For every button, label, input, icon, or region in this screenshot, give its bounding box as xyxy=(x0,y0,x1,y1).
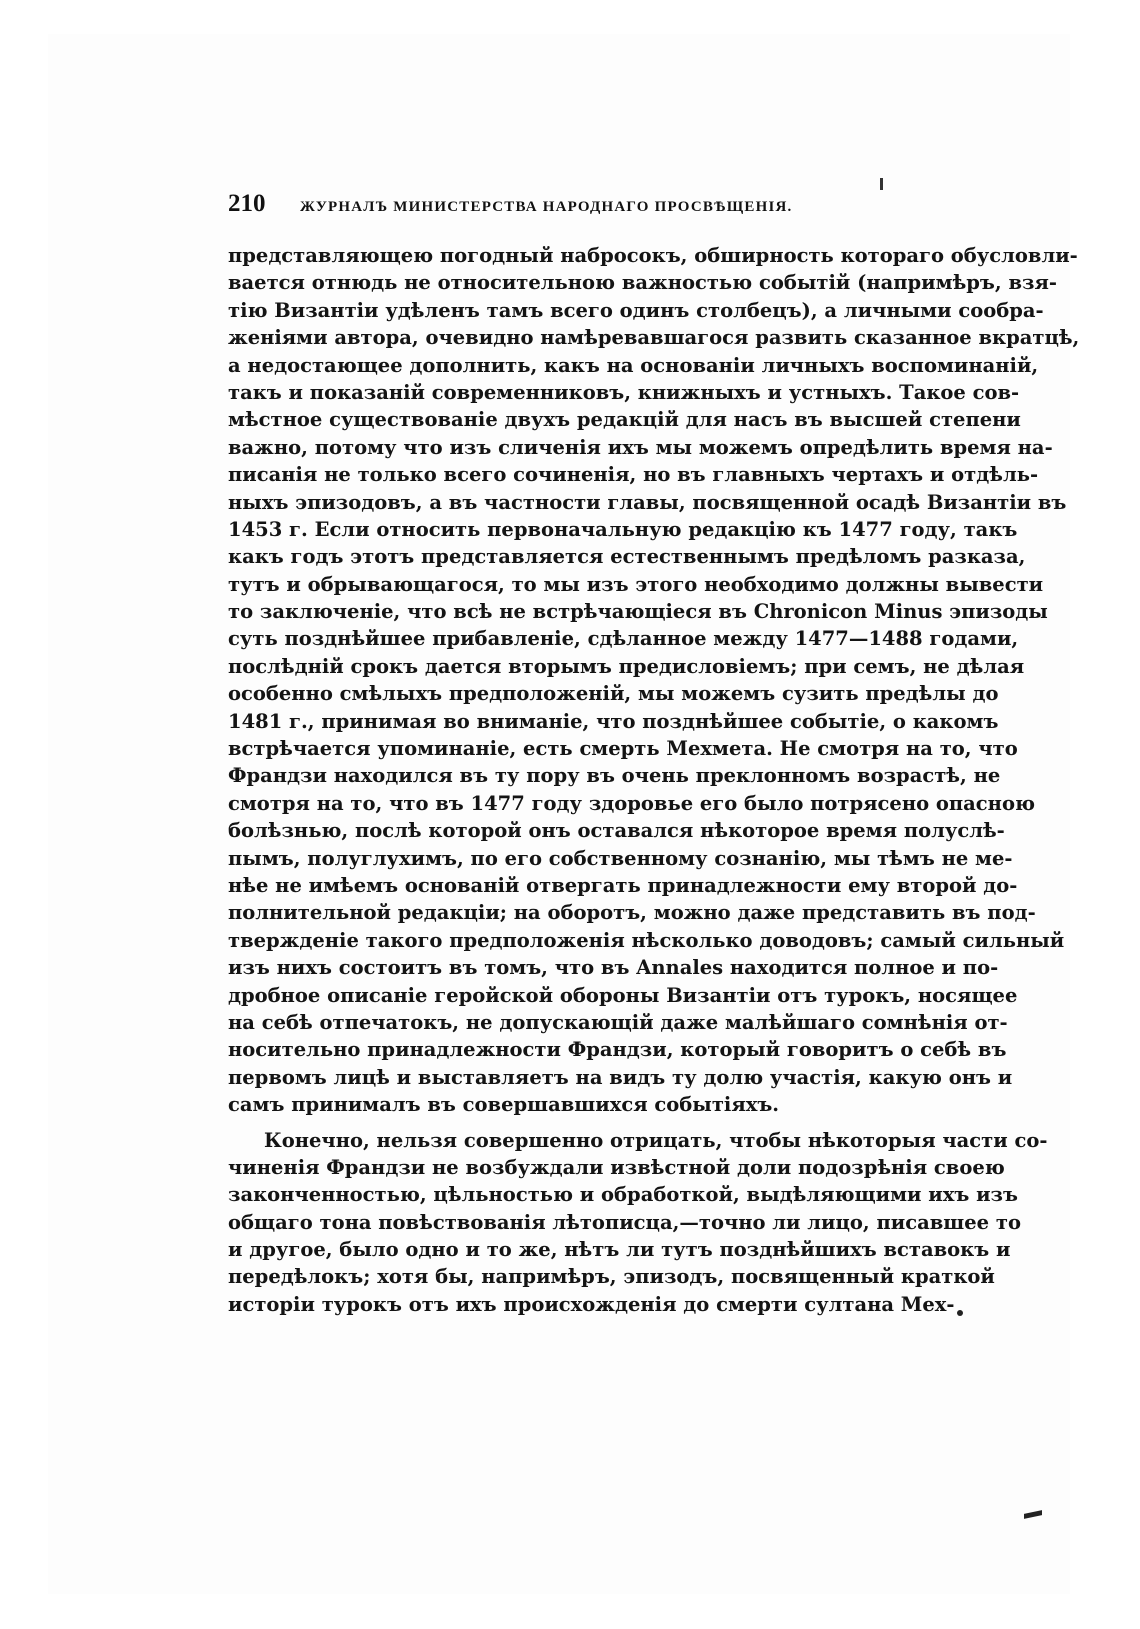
text-line: самъ принималъ въ совершавшихся событіяхъ. xyxy=(228,1093,780,1117)
paragraph-1 xyxy=(228,242,1080,1119)
text-line: законченностью, цѣльностью и обработкой, выдѣляющими ихъ изъ xyxy=(228,1183,1018,1207)
text-line: встрѣчается упоминаніе, есть смерть Мехмета. Не смотря на то, что xyxy=(228,737,1018,761)
text-line: полнительной редакціи; на оборотъ, можно даже представить въ под- xyxy=(228,901,1036,925)
paragraph-2 xyxy=(228,1127,1048,1319)
text-line: важно, потому что изъ сличенія ихъ мы можемъ опредѣлить время на- xyxy=(228,435,1053,459)
running-head: ЖУРНАЛЪ МИНИСТЕРСТВА НАРОДНАГО ПРОСВѢЩЕНІЯ. xyxy=(300,199,793,215)
margin-dot xyxy=(957,1310,963,1316)
text-line: исторіи турокъ отъ ихъ происхожденія до смерти султана Мех- xyxy=(228,1292,955,1316)
text-line: такъ и показаній современниковъ, книжныхъ и устныхъ. Такое сов- xyxy=(228,380,1020,404)
text-line: суть позднѣйшее прибавленіе, сдѣланное между 1477—1488 годами, xyxy=(228,627,1019,651)
text-line: и другое, было одно и то же, нѣтъ ли тутъ позднѣйшихъ вставокъ и xyxy=(228,1238,1011,1262)
text-line: особенно смѣлыхъ предположеній, мы можемъ сузить предѣлы до xyxy=(228,682,999,706)
text-line: нѣе не имѣемъ основаній отвергать принадлежности ему второй до- xyxy=(228,873,1018,897)
text-line: первомъ лицѣ и выставляетъ на видъ ту долю участія, какую онъ и xyxy=(228,1065,1013,1089)
text-line: тутъ и обрывающагося, то мы изъ этого необходимо должны вывести xyxy=(228,572,1044,596)
text-line: изъ нихъ состоитъ въ томъ, что въ Annales находится полное и по- xyxy=(228,956,999,980)
text-line: общаго тона повѣствованія лѣтописца,—точно ли лицо, писавшее то xyxy=(228,1210,1021,1234)
page-number: 210 xyxy=(228,190,266,217)
text-line: мѣстное существованіе двухъ редакцій для насъ въ высшей степени xyxy=(228,408,1021,432)
text-line: представляющею погодный набросокъ, обширность котораго обусловли- xyxy=(228,244,1078,267)
text-line: дробное описаніе геройской обороны Византіи отъ турокъ, носящее xyxy=(228,983,1018,1007)
text-line: передѣлокъ; хотя бы, напримѣръ, эпизодъ, посвященный краткой xyxy=(228,1265,995,1289)
text-line: ныхъ эпизодовъ, а въ частности главы, посвященной осадѣ Византіи въ xyxy=(228,490,1067,514)
text-line: писанія не только всего сочиненія, но въ главныхъ чертахъ и отдѣль- xyxy=(228,463,1039,487)
text-line: смотря на то, что въ 1477 году здоровье его было потрясено опасною xyxy=(228,791,1035,815)
text-line: послѣдній срокъ дается вторымъ предисловіемъ; при семъ, не дѣлая xyxy=(228,654,1025,678)
text-line: тію Византіи удѣленъ тамъ всего одинъ столбецъ), а личными сообра- xyxy=(228,298,1044,322)
text-line: то заключеніе, что всѣ не встрѣчающіеся въ Chronicon Minus эпизоды xyxy=(228,600,1048,624)
text-line: Франдзи находился въ ту пору въ очень преклонномъ возрастѣ, не xyxy=(228,764,1001,788)
scan-mark xyxy=(880,178,883,190)
text-line: 1481 г., принимая во вниманіе, что позднѣйшее событіе, о какомъ xyxy=(228,709,999,733)
text-line: болѣзнью, послѣ которой онъ оставался нѣкоторое время полуслѣ- xyxy=(228,819,1005,843)
text-line: Конечно, нельзя совершенно отрицать, чтобы нѣкоторыя части со- xyxy=(264,1128,1048,1152)
text-line: пымъ, полуглухимъ, по его собственному сознанію, мы тѣмъ не ме- xyxy=(228,846,1013,870)
body-text xyxy=(228,242,1080,1318)
text-line: 1453 г. Если относить первоначальную редакцію къ 1477 году, такъ xyxy=(228,517,1018,541)
text-line: на себѣ отпечатокъ, не допускающій даже малѣйшаго сомнѣнія от- xyxy=(228,1010,1008,1034)
text-line: вается отнюдь не относительною важностью событій (напримѣръ, взя- xyxy=(228,271,1057,295)
text-line: женіями автора, очевидно намѣревавшагося развить сказанное вкратцѣ, xyxy=(228,326,1080,350)
text-line: носительно принадлежности Франдзи, который говоритъ о себѣ въ xyxy=(228,1038,1007,1062)
text-line: какъ годъ этотъ представляется естественнымъ предѣломъ разказа, xyxy=(228,545,1026,569)
text-line: чиненія Франдзи не возбуждали извѣстной доли подозрѣнія своею xyxy=(228,1155,1005,1179)
text-line: а недостающее дополнить, какъ на основаніи личныхъ воспоминаній, xyxy=(228,353,1039,377)
text-line: твержденіе такого предположенія нѣсколько доводовъ; самый сильный xyxy=(228,928,1065,952)
